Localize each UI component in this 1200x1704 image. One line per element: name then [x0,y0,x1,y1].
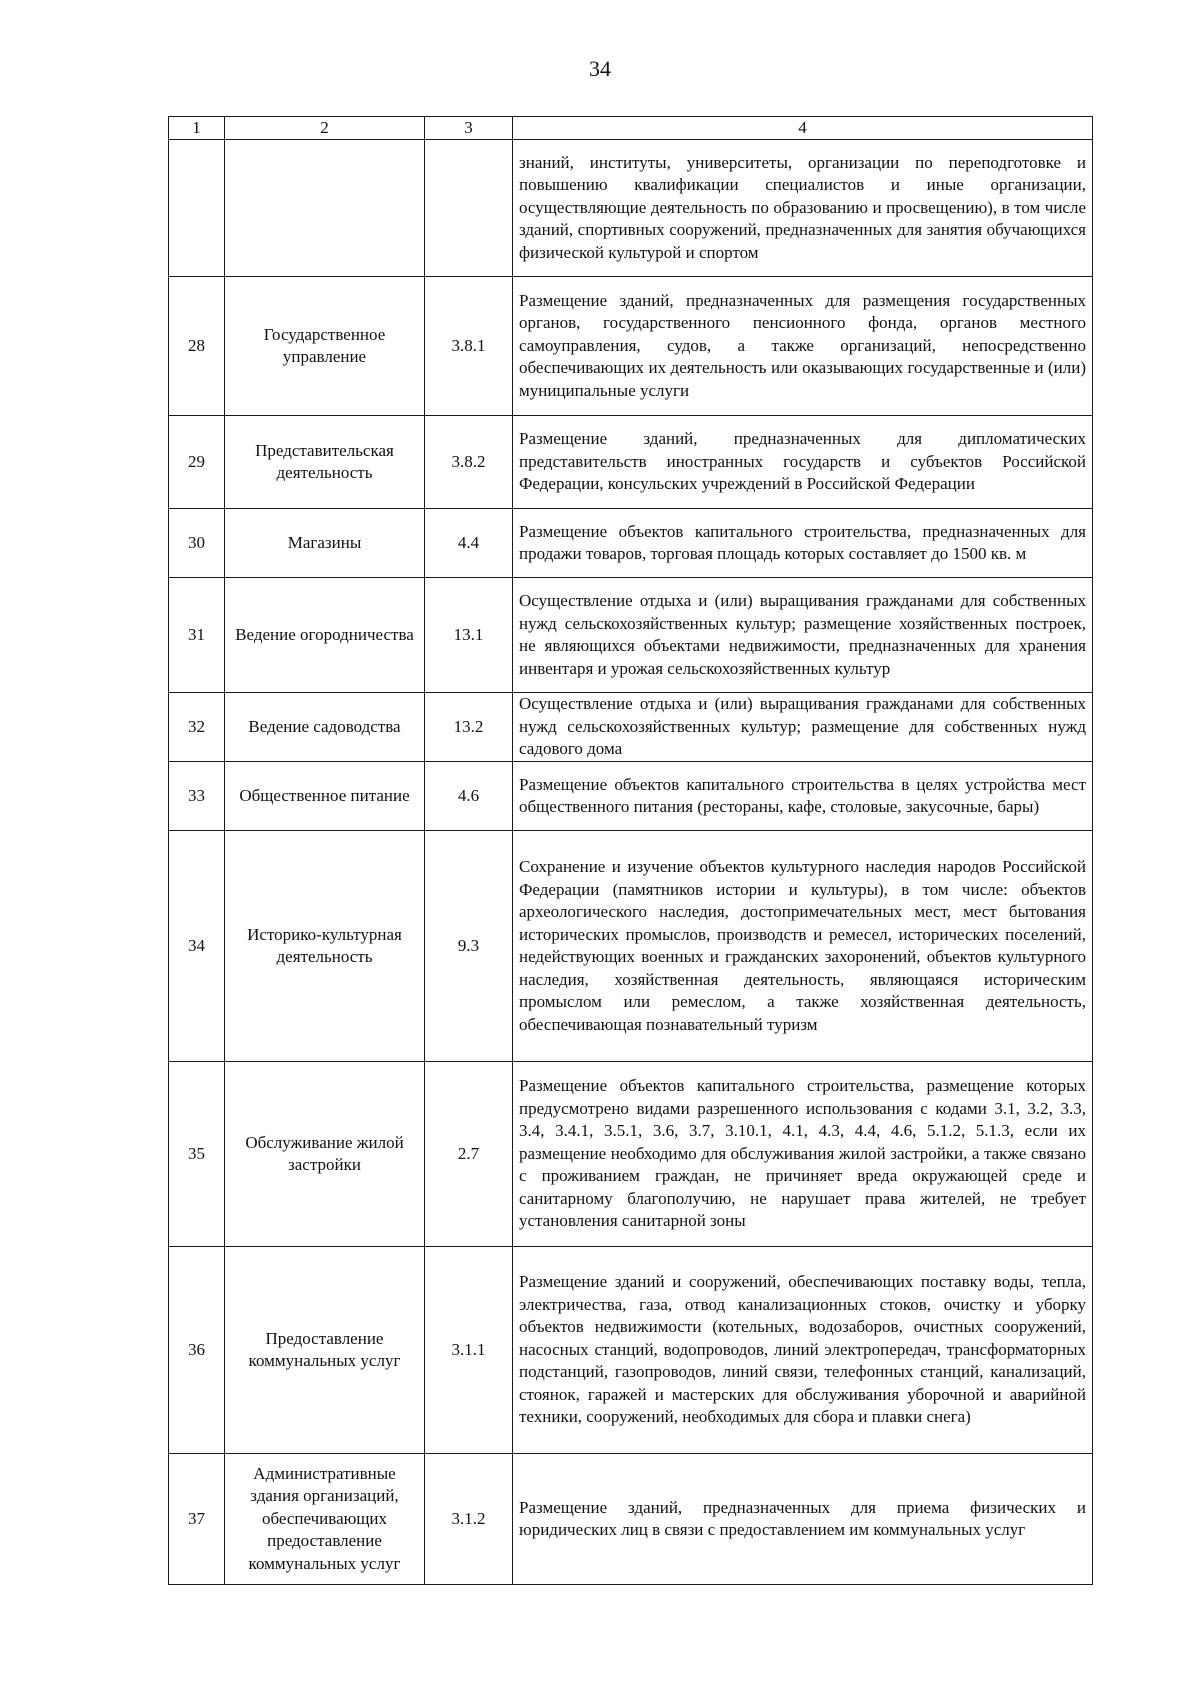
row-code: 13.2 [425,693,513,762]
table-row [169,509,1093,578]
row-name: Ведение садоводства [225,693,425,762]
row-number: 30 [169,509,225,578]
page-number: 34 [589,56,611,81]
row-number: 29 [169,416,225,509]
header-col-1: 1 [169,117,225,140]
table-row-continuation [169,140,1093,277]
row-description: знаний, институты, университеты, организации по переподготовке и повышению квалификации специалистов и иные организации, осуществляющие деятельность по образованию и просвещению), в том числе зданий, спортивных сооружений, предназначенных для занятия обучающихся физической культурой и спортом [513,140,1093,277]
row-description: Размещение зданий, предназначенных для размещения государственных органов, государственного пенсионного фонда, органов местного самоуправления, судов, а также организаций, непосредственно обеспечивающих их деятельность или оказывающих государственные и (или) муниципальные услуги [513,277,1093,416]
row-description: Размещение объектов капитального строительства в целях устройства мест общественного питания (рестораны, кафе, столовые, закусочные, бары) [513,762,1093,831]
row-number: 33 [169,762,225,831]
header-row [169,117,1093,140]
row-code: 13.1 [425,578,513,693]
header-col-3: 3 [425,117,513,140]
table-row [169,578,1093,693]
row-code: 3.1.2 [425,1454,513,1585]
row-code: 9.3 [425,831,513,1062]
table-row [169,1062,1093,1247]
row-number: 31 [169,578,225,693]
table-row [169,416,1093,509]
row-name: Общественное питание [225,762,425,831]
row-description: Размещение зданий, предназначенных для дипломатических представительств иностранных государств и субъектов Российской Федерации, консульских учреждений в Российской Федерации [513,416,1093,509]
row-number: 32 [169,693,225,762]
table-row [169,831,1093,1062]
row-code: 3.1.1 [425,1247,513,1454]
row-description: Размещение зданий и сооружений, обеспечивающих поставку воды, тепла, электричества, газа, отвод канализационных стоков, очистку и уборку объектов недвижимости (котельных, водозаборов, очистных сооружений, насосных станций, водопроводов, линий электропередач, трансформаторных подстанций, газопроводов, линий связи, телефонных станций, канализаций, стоянок, гаражей и мастерских для обслуживания уборочной и аварийной техники, сооружений, необходимых для сбора и плавки снега) [513,1247,1093,1454]
land-use-table [168,116,1093,1585]
row-code: 3.8.2 [425,416,513,509]
table-row [169,277,1093,416]
table-row [169,693,1093,762]
row-code [425,140,513,277]
row-name: Представительская деятельность [225,416,425,509]
row-code: 4.4 [425,509,513,578]
header-col-4: 4 [513,117,1093,140]
row-name: Обслуживание жилой застройки [225,1062,425,1247]
row-code: 2.7 [425,1062,513,1247]
table-row [169,762,1093,831]
row-name: Магазины [225,509,425,578]
row-description: Осуществление отдыха и (или) выращивания гражданами для собственных нужд сельскохозяйственных культур; размещение хозяйственных построек, не являющихся объектами недвижимости, предназначенных для хранения инвентаря и урожая сельскохозяйственных культур [513,578,1093,693]
row-number [169,140,225,277]
header-col-2: 2 [225,117,425,140]
row-code: 3.8.1 [425,277,513,416]
row-name [225,140,425,277]
row-name: Административные здания организаций, обеспечивающих предоставление коммунальных услуг [225,1454,425,1585]
table-row [169,1454,1093,1585]
row-description: Размещение объектов капитального строительства, размещение которых предусмотрено видами разрешенного использования с кодами 3.1, 3.2, 3.3, 3.4, 3.4.1, 3.5.1, 3.6, 3.7, 3.10.1, 4.1, 4.3, 4.4, 4.6, 5.1.2, 5.1.3, если их размещение необходимо для обслуживания жилой застройки, а также связано с проживанием граждан, не причиняет вреда окружающей среде и санитарному благополучию, не нарушает права жителей, не требует установления санитарной зоны [513,1062,1093,1247]
row-name: Историко-культурная деятельность [225,831,425,1062]
row-name: Предоставление коммунальных услуг [225,1247,425,1454]
row-name: Государственное управление [225,277,425,416]
row-description: Осуществление отдыха и (или) выращивания гражданами для собственных нужд сельскохозяйственных культур; размещение для собственных нужд садового дома [513,693,1093,762]
row-number: 36 [169,1247,225,1454]
table-row [169,1247,1093,1454]
row-number: 28 [169,277,225,416]
row-description: Размещение объектов капитального строительства, предназначенных для продажи товаров, торговая площадь которых составляет до 1500 кв. м [513,509,1093,578]
row-description: Размещение зданий, предназначенных для приема физических и юридических лиц в связи с предоставлением им коммунальных услуг [513,1454,1093,1585]
row-number: 34 [169,831,225,1062]
row-name: Ведение огородничества [225,578,425,693]
row-description: Сохранение и изучение объектов культурного наследия народов Российской Федерации (памятников истории и культуры), в том числе: объектов археологического наследия, достопримечательных мест, мест бытования исторических промыслов, производств и ремесел, исторических поселений, недействующих военных и гражданских захоронений, объектов культурного наследия, хозяйственная деятельность, являющаяся историческим промыслом или ремеслом, а также хозяйственная деятельность, обеспечивающая познавательный туризм [513,831,1093,1062]
row-code: 4.6 [425,762,513,831]
row-number: 37 [169,1454,225,1585]
row-number: 35 [169,1062,225,1247]
